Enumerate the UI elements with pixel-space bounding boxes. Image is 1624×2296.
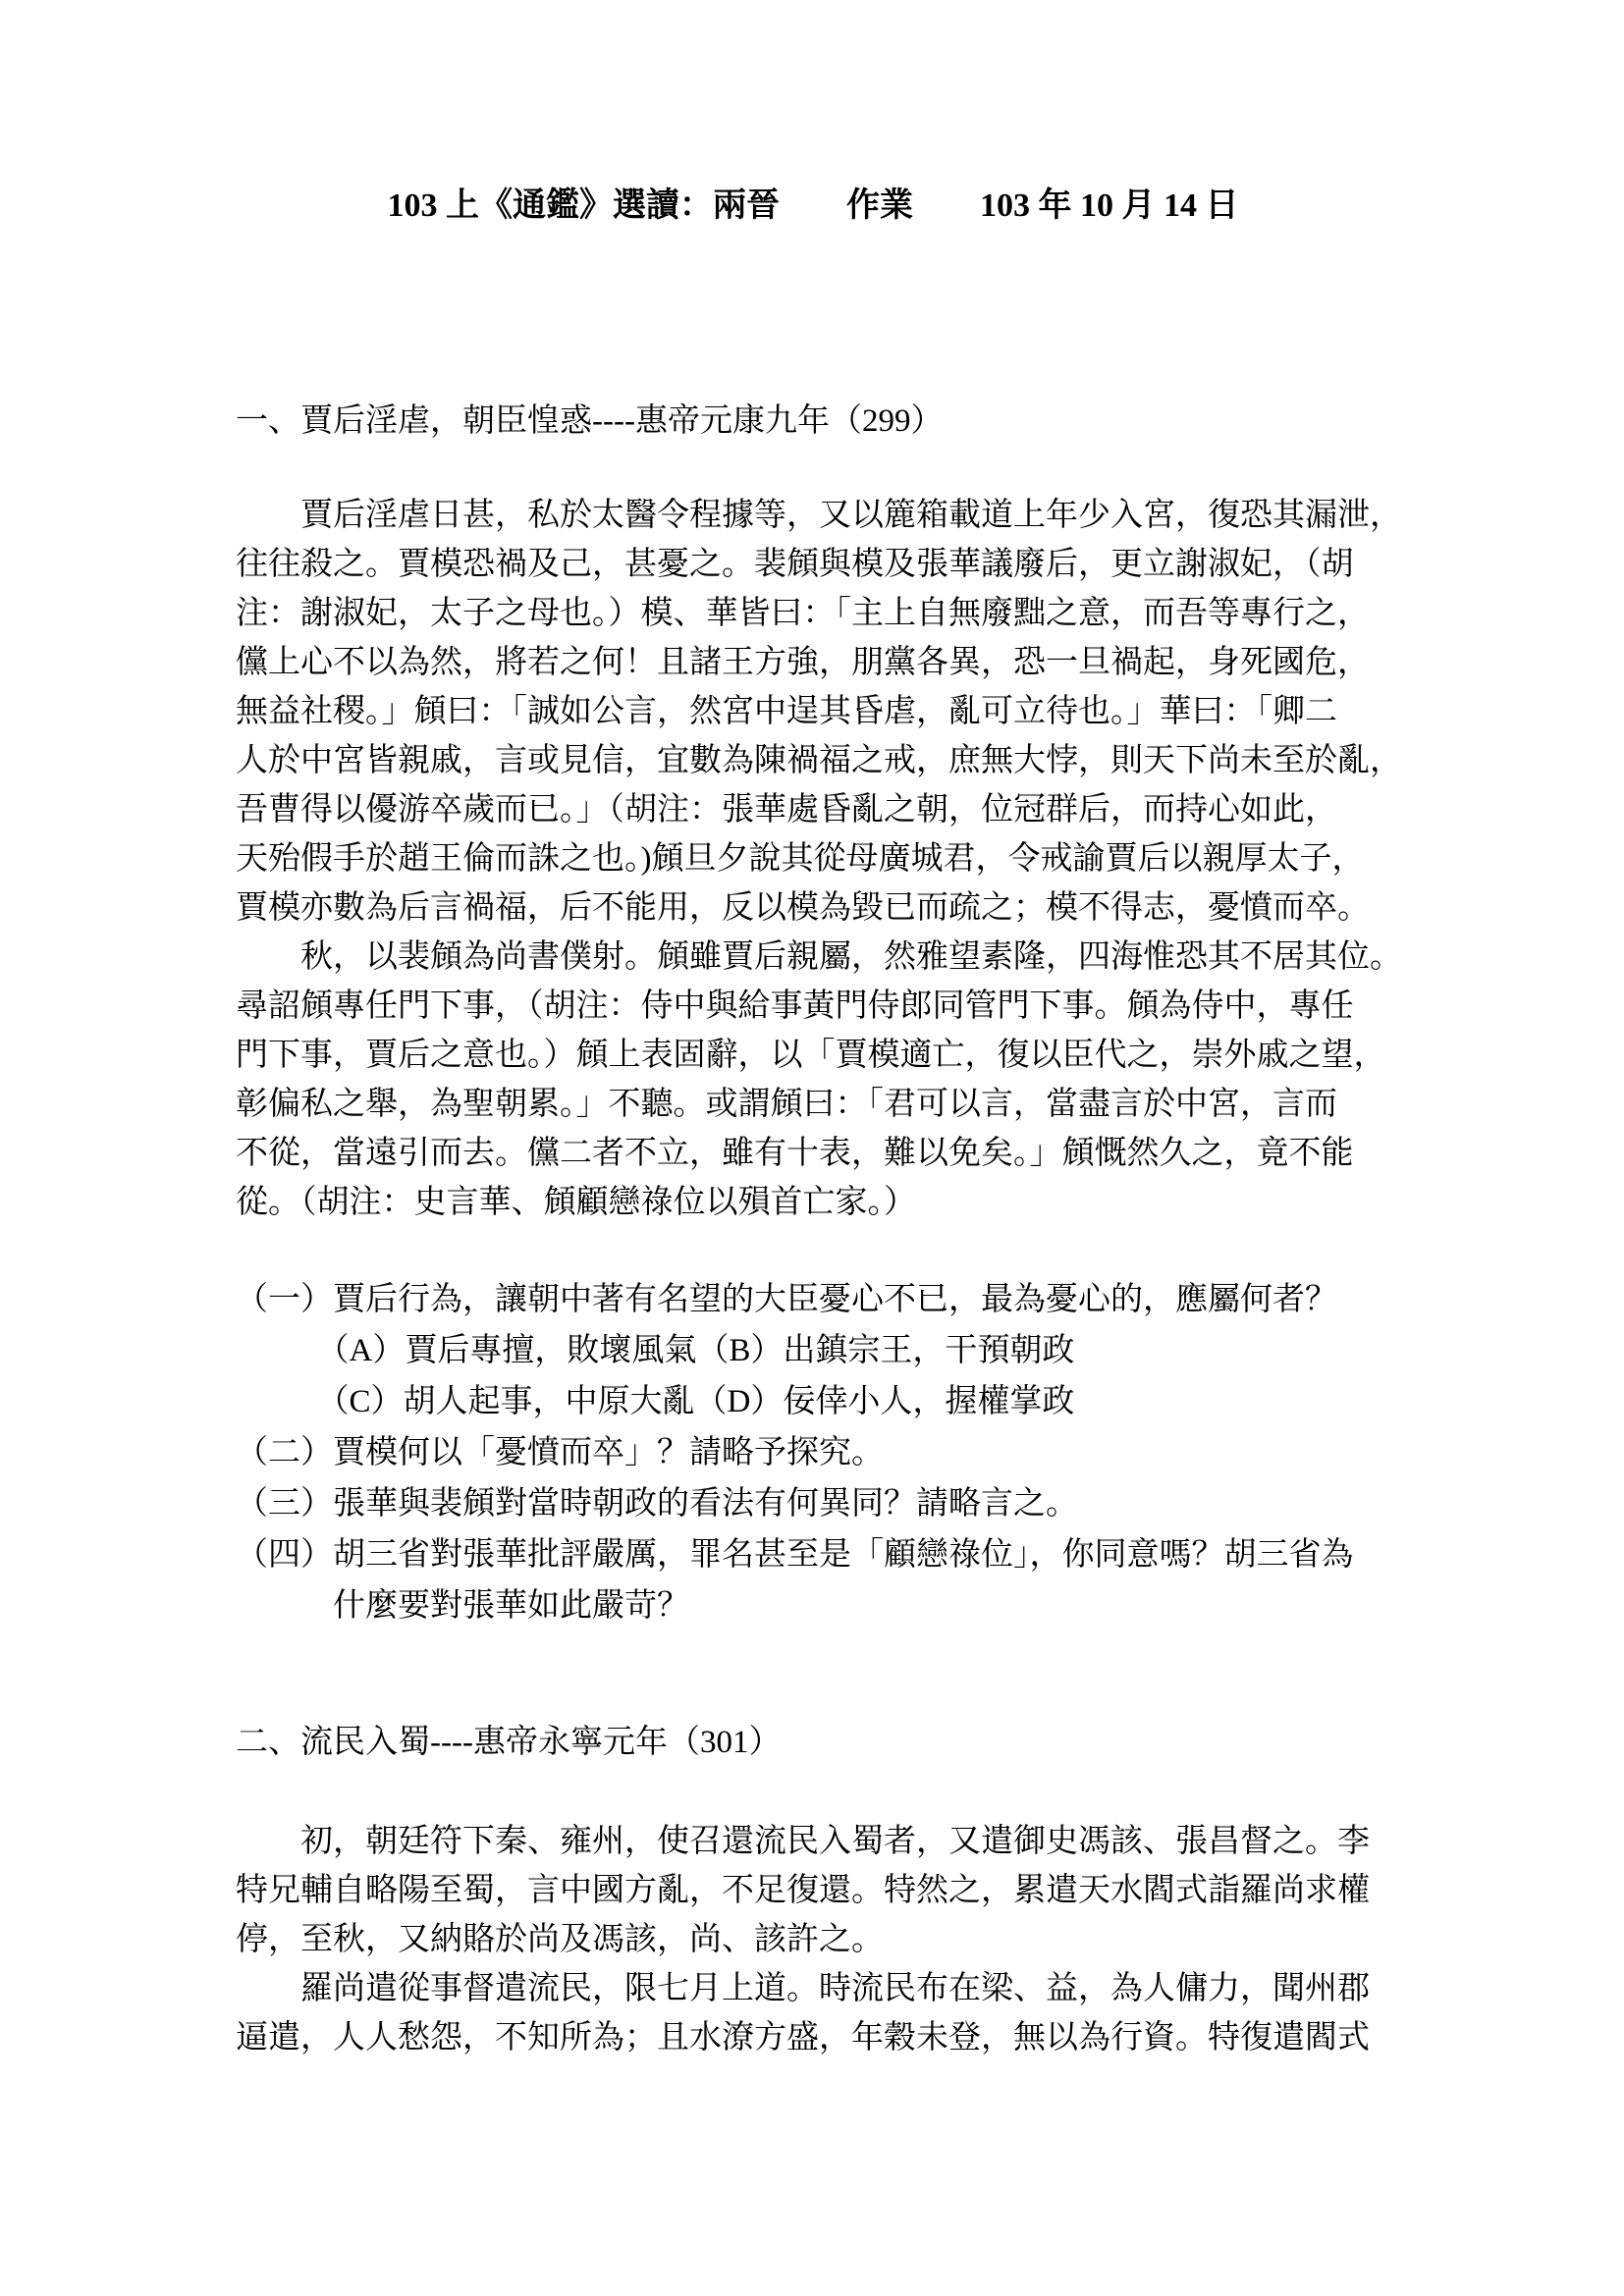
document-content bbox=[236, 0, 1402, 2061]
passage-line: 吾曹得以優游卒歲而已。」（胡注：張華處昏亂之朝，位冠群后，而持心如此， bbox=[236, 792, 1337, 828]
passage-line: 往往殺之。賈模恐禍及己，甚憂之。裴頠與模及張華議廢后，更立謝淑妃，（胡 bbox=[236, 547, 1354, 582]
passage-line: 彰偏私之舉，為聖朝累。」不聽。或謂頠曰：「君可以言，當盡言於中宮，言而 bbox=[236, 1087, 1337, 1122]
question-line: （二）賈模何以「憂憤而卒」？請略予探究。 bbox=[236, 1435, 884, 1470]
question-option-line: （A）賈后專擅，敗壞風氣（B）出鎮宗王，干預朝政 bbox=[236, 1333, 1075, 1368]
passage-line: 從。（胡注：史言華、頠顧戀祿位以殞首亡家。） bbox=[236, 1185, 916, 1220]
passage-line: 停，至秋，又納賂於尚及馮該，尚、該許之。 bbox=[236, 1919, 884, 1957]
passage-line: 羅尚遣從事督遣流民，限七月上道。時流民布在梁、益，為人傭力，聞州郡 bbox=[236, 1968, 1370, 2006]
passage-line: 賈后淫虐日甚，私於太醫令程據等，又以簏箱載道上年少入宮，復恐其漏泄， bbox=[236, 498, 1402, 533]
passage-line: 逼遣，人人愁怨，不知所為；且水潦方盛，年穀未登，無以為行資。特復遣閻式 bbox=[236, 2017, 1370, 2056]
question-line: （三）張華與裴頠對當時朝政的看法有何異同？請略言之。 bbox=[236, 1486, 1078, 1522]
passage-line: 不從，當遠引而去。儻二者不立，雖有十表，難以免矣。」頠慨然久之，竟不能 bbox=[236, 1136, 1354, 1171]
passage-line: 注：謝淑妃，太子之母也。）模、華皆曰：「主上自無廢黜之意，而吾等專行之， bbox=[236, 596, 1370, 631]
passage-line: 天殆假手於趙王倫而誅之也。)頠旦夕說其從母廣城君，令戒諭賈后以親厚太子， bbox=[236, 841, 1365, 877]
section2-heading: 二、流民入蜀----惠帝永寧元年（301） bbox=[236, 1725, 782, 1760]
section1-heading: 一、賈后淫虐，朝臣惶惑----惠帝元康九年（299） bbox=[236, 403, 944, 439]
passage-line: 特兄輔自略陽至蜀，言中國方亂，不足復還。特然之，累遣天水閻式詣羅尚求權 bbox=[236, 1870, 1370, 1908]
document-title: 103 上《通鑑》選讀：兩晉 作業 103 年 10 月 14 日 bbox=[387, 187, 1239, 224]
question-line: （一）賈后行為，讓朝中著有名望的大臣憂心不已，最為憂心的，應屬何者？ bbox=[236, 1282, 1337, 1317]
section2-passage bbox=[236, 1816, 1390, 2061]
question-continuation-line: 什麼要對張華如此嚴苛？ bbox=[236, 1588, 689, 1624]
passage-line: 人於中宮皆親戚，言或見信，宜數為陳禍福之戒，庶無大悖，則天下尚未至於亂， bbox=[236, 743, 1402, 778]
passage-line: 尋詔頠專任門下事，（胡注：侍中與給事黃門侍郎同管門下事。頠為侍中，專任 bbox=[236, 988, 1354, 1024]
section1-questions bbox=[236, 1274, 1390, 1631]
passage-line: 無益社稷。」頠曰：「誠如公言，然宮中逞其昏虐，亂可立待也。」華曰：「卿二 bbox=[236, 694, 1337, 729]
passage-line: 初，朝廷符下秦、雍州，使召還流民入蜀者，又遣御史馮該、張昌督之。李 bbox=[236, 1821, 1370, 1859]
passage-line: 秋，以裴頠為尚書僕射。頠雖賈后親屬，然雅望素隆，四海惟恐其不居其位。 bbox=[236, 939, 1402, 975]
question-line: （四）胡三省對張華批評嚴厲，罪名甚至是「顧戀祿位」，你同意嗎？胡三省為 bbox=[236, 1537, 1354, 1573]
section1-passage bbox=[236, 491, 1402, 1227]
passage-line: 賈模亦數為后言禍福，后不能用，反以模為毀已而疏之；模不得志，憂憤而卒。 bbox=[236, 890, 1370, 926]
question-option-line: （C）胡人起事，中原大亂（D）佞倖小人，握權掌政 bbox=[236, 1384, 1075, 1419]
passage-line: 門下事，賈后之意也。）頠上表固辭，以「賈模適亡，復以臣代之，崇外戚之望， bbox=[236, 1038, 1386, 1073]
passage-line: 儻上心不以為然，將若之何！且諸王方強，朋黨各異，恐一旦禍起，身死國危， bbox=[236, 645, 1370, 680]
